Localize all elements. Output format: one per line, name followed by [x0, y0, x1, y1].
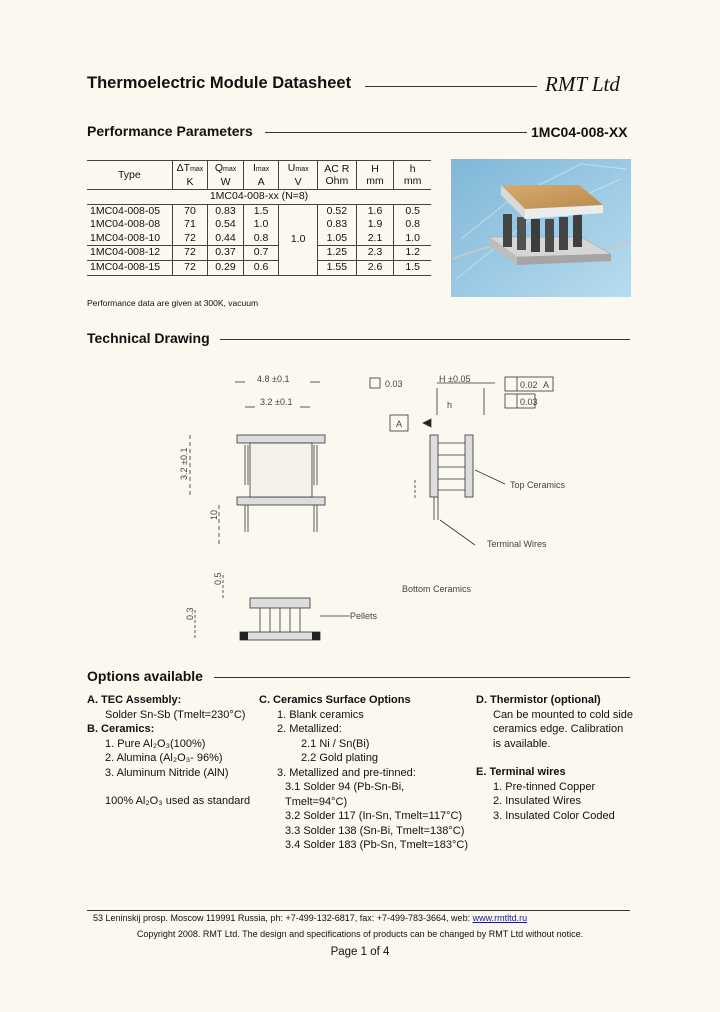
cell-acr: 1.25	[318, 246, 357, 261]
table-row	[87, 204, 431, 218]
list-item: 3.3 Solder 138 (Sn-Bi, Tmelt=138°C)	[285, 824, 465, 837]
option-d-title: D. Thermistor (optional)	[476, 694, 601, 706]
performance-rule	[265, 132, 527, 133]
label-terminal-wires: Terminal Wires	[487, 539, 547, 549]
h-tolerance: H ±0.05	[439, 374, 471, 384]
cell-h: 2.3	[356, 246, 394, 261]
header-rule	[365, 86, 537, 87]
dim-wire: 10	[209, 509, 219, 520]
table-header-row	[87, 161, 431, 190]
cell-type: 1MC04-008-10	[87, 232, 172, 246]
col-acr: AC R Ohm	[318, 161, 357, 190]
model-code: 1MC04-008-XX	[531, 124, 628, 140]
table-row	[87, 246, 431, 261]
col-type: Type	[87, 161, 172, 190]
cell-q: 0.29	[208, 260, 244, 275]
cell-h: 2.1	[356, 232, 394, 246]
datum-label: A	[396, 419, 403, 429]
col-umax: Umax V	[279, 161, 318, 190]
cell-acr: 1.05	[318, 232, 357, 246]
options-column-2	[259, 693, 469, 853]
list-item: 1. Blank ceramics	[277, 708, 364, 721]
list-item: 3.1 Solder 94 (Pb-Sn-Bi, Tmelt=94°C)	[285, 781, 405, 808]
cell-h: 1.6	[356, 204, 394, 218]
cell-hh: 1.2	[394, 246, 431, 261]
list-item: 3.2 Solder 117 (In-Sn, Tmelt=117°C)	[285, 810, 463, 822]
cell-i: 0.7	[243, 246, 279, 261]
options-rule	[214, 677, 630, 678]
option-b-title: B. Ceramics:	[87, 723, 155, 735]
parallelism-value: 0.02	[520, 380, 538, 390]
brand-logo: RMT Ltd	[545, 72, 620, 96]
cell-h: 2.6	[356, 260, 394, 275]
table-row	[87, 260, 431, 275]
cell-hh: 1.5	[394, 260, 431, 275]
cell-i: 0.8	[243, 232, 279, 246]
options-column-1	[87, 693, 257, 809]
cell-hh: 1.0	[394, 232, 431, 246]
cell-acr: 0.83	[318, 218, 357, 232]
cell-dt: 72	[172, 246, 208, 261]
cell-i: 1.0	[243, 218, 279, 232]
cell-type: 1MC04-008-12	[87, 246, 172, 261]
option-a-title: A. TEC Assembly:	[87, 694, 182, 706]
list-item: 3. Metallized and pre-tinned:	[277, 766, 416, 779]
cell-hh: 0.5	[394, 204, 431, 218]
list-item: ceramics edge. Calibration	[493, 723, 624, 735]
cell-q: 0.37	[208, 246, 244, 261]
list-item: Can be mounted to cold side	[493, 708, 634, 721]
cell-type: 1MC04-008-05	[90, 204, 161, 217]
options-column-3	[476, 693, 636, 823]
website-link[interactable]: www.rmtltd.ru	[472, 913, 528, 923]
dim-inner: 3.2 ±0.1	[260, 397, 293, 407]
drawing-rule	[220, 339, 630, 340]
technical-drawing	[175, 370, 595, 650]
dim-a: 0.5	[213, 572, 223, 585]
group-label: 1MC04-008-xx (N=8)	[87, 190, 431, 205]
module-photo	[451, 159, 631, 297]
col-h-lower: h mm	[394, 161, 431, 190]
footer-copyright: Copyright 2008. RMT Ltd. The design and specifications of products can be changed by RMT Ltd without notice.	[136, 929, 584, 939]
list-item: 2. Metallized:	[277, 723, 342, 735]
list-item: 2.2 Gold plating	[301, 752, 379, 764]
list-item: Solder Sn-Sb (Tmelt=230°C)	[105, 708, 246, 721]
list-item: 2. Alumina (Al₂O₃- 96%)	[105, 752, 223, 764]
cell-h: 1.9	[356, 218, 394, 232]
list-item: is available.	[493, 737, 551, 750]
table-row	[87, 218, 431, 232]
performance-note: Performance data are given at 300K, vacuum	[87, 298, 259, 308]
address-text: 53 Leninskij prosp. Moscow 119991 Russia, ph: +7-499-132-6817, fax: +7-499-783-3664, web:	[93, 913, 473, 923]
cell-acr: 1.55	[318, 260, 357, 275]
list-item: 1. Pure Al₂O₃(100%)	[105, 737, 206, 750]
cell-q: 0.83	[208, 204, 244, 218]
cell-dt: 72	[172, 260, 208, 275]
cell-hh: 0.8	[394, 218, 431, 232]
footer-rule	[87, 910, 630, 911]
cell-acr: 0.52	[318, 204, 357, 218]
options-title: Options available	[87, 668, 203, 684]
cell-dt: 70	[172, 204, 208, 218]
table-row	[87, 232, 431, 246]
page-number: Page 1 of 4	[330, 946, 390, 958]
flatness-2-value: 0.03	[520, 397, 538, 407]
dim-height: 3.2 ±0.1	[179, 447, 189, 480]
cell-dt: 72	[172, 232, 208, 246]
cell-type: 1MC04-008-15	[87, 260, 172, 275]
document-title: Thermoelectric Module Datasheet	[87, 74, 352, 92]
col-dtmax: ΔTmax K	[172, 161, 208, 190]
list-item: 3. Aluminum Nitride (AlN)	[105, 766, 229, 779]
footer-address	[93, 913, 633, 923]
label-pellets: Pellets	[350, 611, 378, 621]
bottom-pad-right	[312, 632, 320, 640]
label-top-ceramics: Top Ceramics	[510, 480, 566, 490]
list-item: 1. Pre-tinned Copper	[493, 780, 596, 793]
label-bottom-ceramics: Bottom Ceramics	[402, 584, 472, 594]
performance-title: Performance Parameters	[87, 123, 253, 139]
drawing-title: Technical Drawing	[87, 330, 210, 346]
option-c-title: C. Ceramics Surface Options	[259, 694, 411, 706]
cell-dt: 71	[172, 218, 208, 232]
bottom-pad-left	[240, 632, 248, 640]
col-imax: Imax A	[243, 161, 279, 190]
parallelism-ref: A	[543, 380, 550, 390]
option-b-note: 100% Al₂O₃ used as standard	[105, 795, 251, 807]
list-item: 2. Insulated Wires	[493, 795, 582, 807]
list-item: 3.4 Solder 183 (Pb-Sn, Tmelt=183°C)	[285, 839, 469, 851]
cell-q: 0.44	[208, 232, 244, 246]
col-qmax: Qmax W	[208, 161, 244, 190]
option-e-title: E. Terminal wires	[476, 766, 566, 778]
h-label: h	[447, 400, 453, 410]
cell-i: 1.5	[243, 204, 279, 218]
cell-type: 1MC04-008-08	[90, 218, 161, 231]
cell-i: 0.6	[243, 260, 279, 275]
cell-q: 0.54	[208, 218, 244, 232]
group-row	[87, 190, 431, 205]
cell-umax: 1.0	[279, 204, 318, 275]
list-item: 3. Insulated Color Coded	[493, 809, 615, 822]
dim-b: 0.3	[185, 607, 195, 620]
flatness-value: 0.03	[385, 379, 403, 389]
list-item: 2.1 Ni / Sn(Bi)	[301, 737, 370, 750]
col-h-upper: H mm	[356, 161, 394, 190]
dim-width: 4.8 ±0.1	[257, 374, 290, 384]
performance-table	[87, 160, 431, 276]
